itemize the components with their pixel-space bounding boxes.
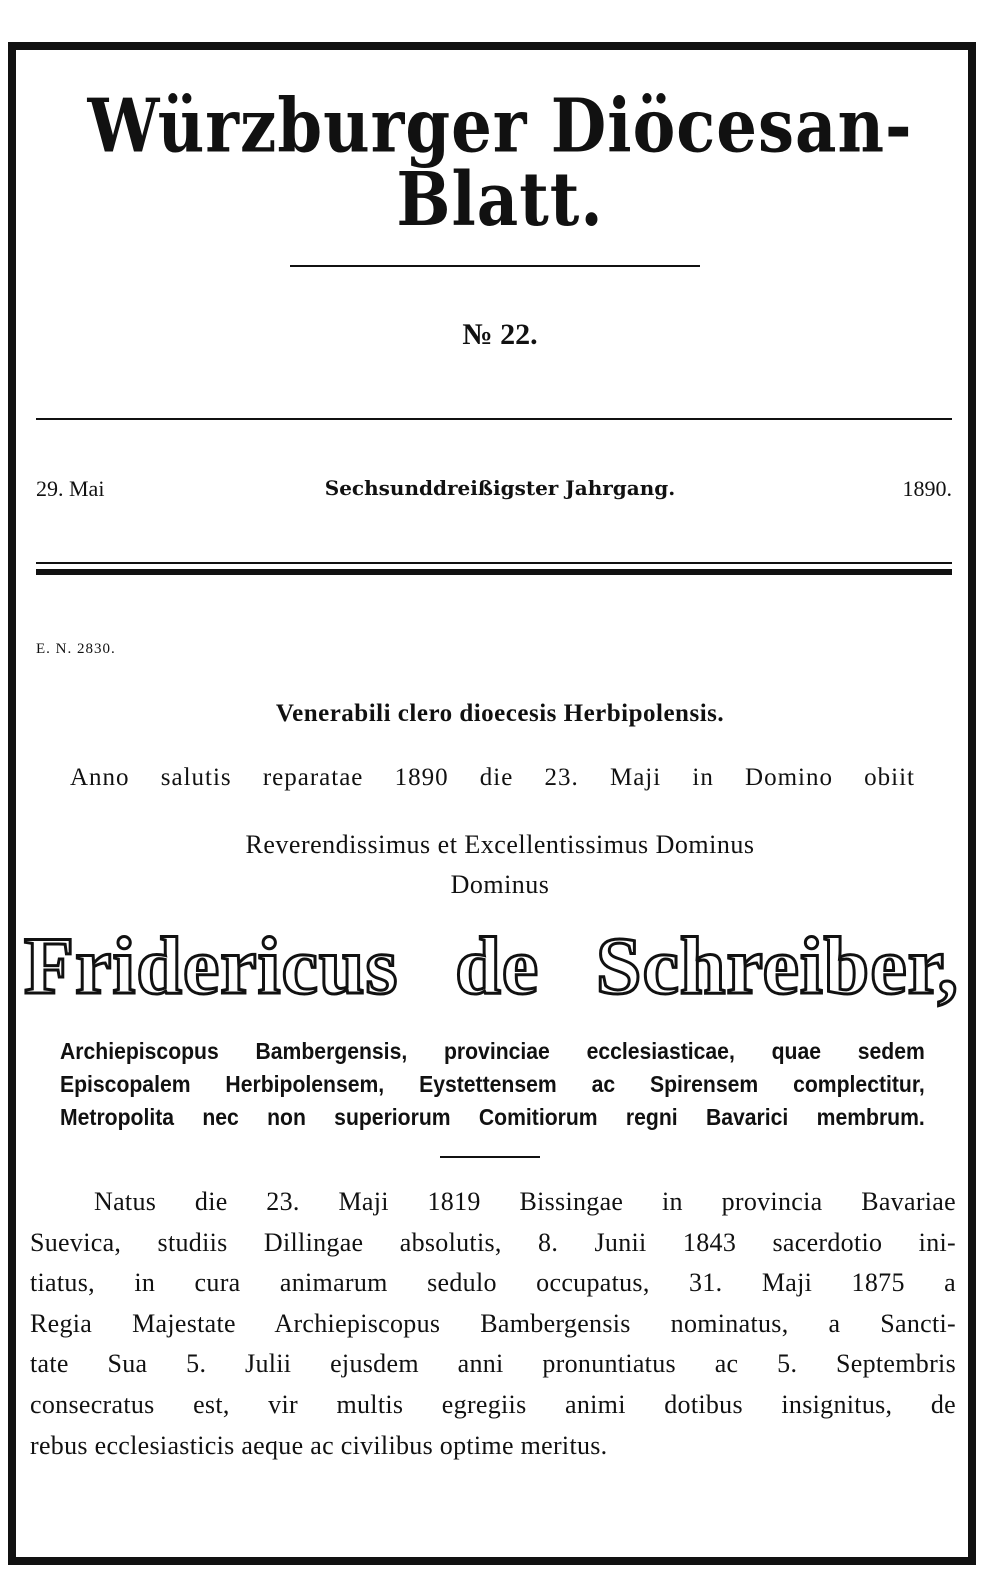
offices-line: Archiepiscopus Bambergensis, provinciae ecclesiasticae, quae sedem [60,1038,925,1064]
biography-line: rebus ecclesiasticis aeque ac civilibus optime meritus. [30,1430,608,1460]
section-divider [440,1156,540,1158]
biography-paragraph [30,1182,956,1466]
header-divider-thick [36,569,952,575]
deceased-name: Fridericus de Schreiber, [24,920,959,1011]
biography-line: Natus die 23. Maji 1819 Bissingae in provincia Bavariae [94,1187,956,1216]
address-line: Venerabili clero dioecesis Herbipolensis. [275,700,725,727]
biography-line: Suevica, studiis Dillingae absolutis, 8. Junii 1843 sacerdotio ini- [30,1227,956,1257]
offices-paragraph [60,1035,925,1134]
masthead-divider [290,265,700,267]
volume-label: Sechsunddreißigster Jahrgang. [324,476,676,500]
biography-line: tate Sua 5. Julii ejusdem anni pronuntiatus ac 5. Septembris [30,1349,956,1379]
header-divider-thin [36,562,952,564]
announcement-line: Anno salutis reparatae 1890 die 23. Maji in Domino obiit [70,764,915,791]
issue-date: 29. Mai [36,476,105,501]
reference-number: E. N. 2830. [36,641,116,657]
offices-line: Metropolita nec non superiorum Comitiorum regni Bavarici membrum. [60,1104,925,1130]
offices-line: Episcopalem Herbipolensem, Eystettensem ac Spirensem complectitur, [60,1071,925,1097]
biography-line: tiatus, in cura animarum sedulo occupatus, 31. Maji 1875 a [30,1268,956,1298]
issue-divider [36,418,952,420]
honorific-line-2: Dominus [450,870,550,899]
masthead-title: Würzburger Diöcesan-Blatt. [87,83,913,244]
honorific-line-1: Reverendissimus et Excellentissimus Dominus [245,830,755,859]
biography-line: Regia Majestate Archiepiscopus Bambergensis nominatus, a Sancti- [30,1308,956,1338]
biography-line: consecratus est, vir multis egregiis animi dotibus insignitus, de [30,1389,956,1419]
issue-number: № 22. [462,318,538,351]
issue-year: 1890. [902,476,952,501]
